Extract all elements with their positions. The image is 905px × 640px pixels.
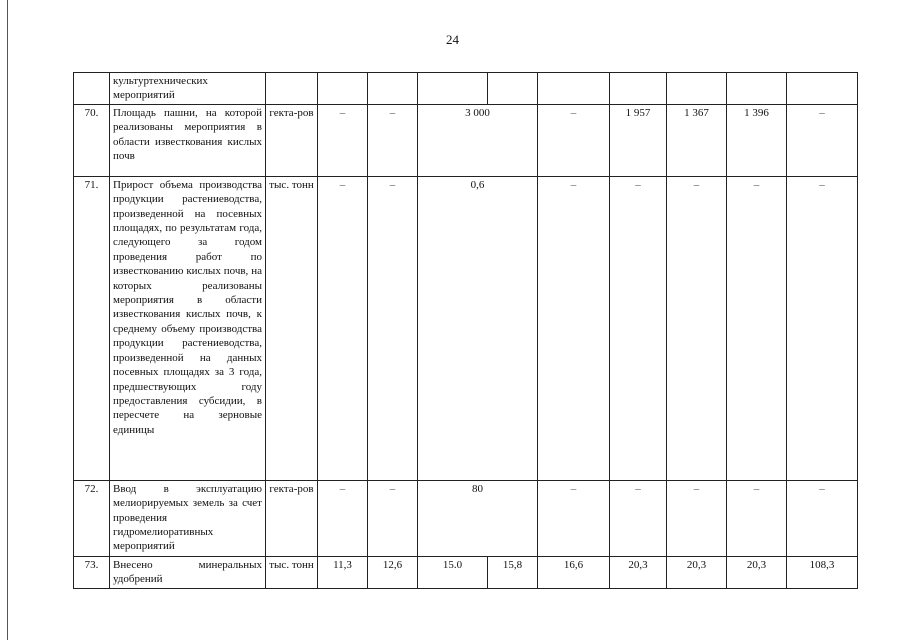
value-cell: –: [538, 104, 610, 176]
value-cell: [538, 73, 610, 105]
table-row: [74, 176, 858, 480]
value-cell: 12,6: [368, 556, 418, 588]
value-cell: –: [368, 104, 418, 176]
value-cell: –: [318, 480, 368, 556]
value-cell: 15.0: [418, 556, 488, 588]
binding-margin-line: [7, 0, 8, 640]
value-cell: –: [727, 480, 787, 556]
indicator-name: Площадь пашни, на которой реализованы мероприятия в области известкования кислых почв: [110, 104, 266, 176]
value-cell: –: [610, 480, 667, 556]
value-cell: –: [538, 176, 610, 480]
unit-cell: гекта-ров: [266, 104, 318, 176]
table-row: [74, 480, 858, 556]
value-cell: –: [667, 176, 727, 480]
value-cell: –: [787, 480, 858, 556]
value-cell: 1 957: [610, 104, 667, 176]
value-cell: –: [538, 480, 610, 556]
unit-cell: тыс. тонн: [266, 176, 318, 480]
page-number: 24: [446, 32, 459, 47]
value-cell: 108,3: [787, 556, 858, 588]
indicator-name: Ввод в эксплуатацию мелиорируемых земель за счет проведения гидромелиоративных мероприятий: [110, 480, 266, 556]
row-number: 70.: [74, 104, 110, 176]
value-cell: –: [368, 176, 418, 480]
value-cell: 20,3: [610, 556, 667, 588]
value-cell: –: [727, 176, 787, 480]
value-cell: –: [318, 104, 368, 176]
value-cell: [488, 73, 538, 105]
value-cell: –: [610, 176, 667, 480]
value-cell: 0,6: [418, 176, 538, 480]
unit-cell: гекта-ров: [266, 480, 318, 556]
value-cell: [418, 73, 488, 105]
row-number: [74, 73, 110, 105]
value-cell: 15,8: [488, 556, 538, 588]
table-row: [74, 556, 858, 588]
value-cell: [787, 73, 858, 105]
unit-cell: тыс. тонн: [266, 556, 318, 588]
value-cell: [667, 73, 727, 105]
value-cell: –: [368, 480, 418, 556]
indicator-name: Прирост объема производства продукции растениеводства, произведенной на посевных площадях, по результатам года, следующего за годом проведения работ по известкованию кислых почв, на которых реализованы мероприятия в области известкования кислых почв, к среднему объему производства продукции растениеводства, произведенной на данных посевных площадях за 3 года, предшествующих году предоставления субсидии, в пересчете на зерновые единицы: [110, 176, 266, 480]
value-cell: 11,3: [318, 556, 368, 588]
value-cell: 20,3: [727, 556, 787, 588]
value-cell: [727, 73, 787, 105]
value-cell: 16,6: [538, 556, 610, 588]
value-cell: –: [318, 176, 368, 480]
row-number: 71.: [74, 176, 110, 480]
value-cell: [610, 73, 667, 105]
value-cell: [318, 73, 368, 105]
value-cell: –: [667, 480, 727, 556]
table-row: [74, 73, 858, 105]
value-cell: –: [787, 176, 858, 480]
row-number: 72.: [74, 480, 110, 556]
unit-cell: [266, 73, 318, 105]
value-cell: 3 000: [418, 104, 538, 176]
value-cell: [368, 73, 418, 105]
value-cell: –: [787, 104, 858, 176]
value-cell: 1 396: [727, 104, 787, 176]
value-cell: 80: [418, 480, 538, 556]
value-cell: 20,3: [667, 556, 727, 588]
value-cell: 1 367: [667, 104, 727, 176]
indicator-name: Внесено минеральных удобрений: [110, 556, 266, 588]
row-number: 73.: [74, 556, 110, 588]
table-row: [74, 104, 858, 176]
indicator-name: культуртехнических мероприятий: [110, 73, 266, 105]
indicators-table: [73, 72, 858, 589]
